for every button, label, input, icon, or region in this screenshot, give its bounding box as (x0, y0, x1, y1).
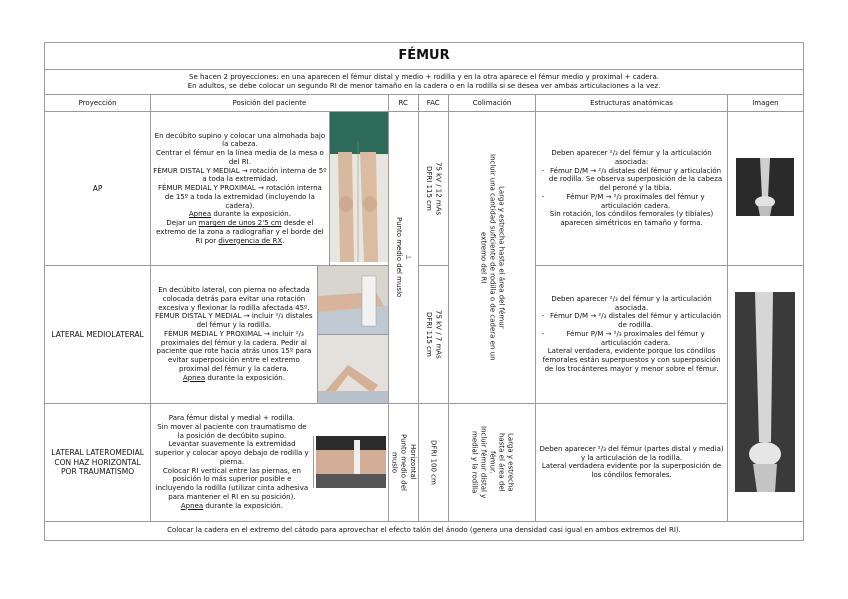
apnea-line (153, 502, 311, 511)
position-line: FÉMUR DISTAL Y MEDIAL → rotación interna de 5º a toda la extremidad. (153, 166, 327, 184)
structures-trauma (536, 403, 727, 521)
intro-line-2: En adultos, se debe colocar un segundo RI de menor tamaño en la cadera o en la rodilla si se desea ver ambas articulaciones a la vez. (187, 82, 661, 90)
fac-cell-trauma (418, 403, 448, 521)
position-cell-lateral (151, 265, 389, 403)
margin-line (153, 219, 327, 245)
header-structures: Estructuras anatómicas (536, 95, 727, 112)
structures-outro: Lateral verdadera, evidente porque los cóndilos femorales están superpuestos y con superposición de los trocánteres mayor y menor sobre el fémur. (542, 347, 721, 373)
position-line: Levantar suavemente la extremidad superior y colocar apoyo debajo de rodilla y pierna. (155, 440, 309, 466)
apnea-rest: durante la exposición. (203, 501, 283, 510)
structures-outro: Lateral verdadera evidente por la superposición de los cóndilos femorales. (541, 462, 722, 479)
margin-pre: Dejar un (166, 219, 199, 227)
position-line: En decúbito supino y colocar una almohada bajo la cabeza. (154, 131, 326, 149)
photo-lateral-patient (317, 266, 388, 403)
patient-trauma-photo (316, 436, 386, 488)
header-fac: FAC (418, 95, 448, 112)
fac-ap-text: 75 kV / 12 mAs DFRI 115 cm (425, 161, 443, 215)
structures-intro: Deben aparecer ²/₃ del fémur (partes distal y media) y la articulación de la rodilla. (539, 444, 724, 462)
apnea-word: Apnea (180, 501, 204, 510)
structures-outro: Sin rotación, los cóndilos femorales (y tibiales) aparecen simétricos en tamaño y forma. (549, 210, 714, 227)
list-item: - Fémur D/M → ²/₃ distales del fémur y articulación de rodilla. (546, 312, 724, 330)
projection-ap: AP (45, 112, 151, 266)
photo-ap-patient (329, 112, 388, 265)
photo-trauma-patient (313, 436, 388, 488)
position-cell-ap (151, 112, 389, 266)
structures-lateral (536, 265, 727, 403)
margin-mid: desde el extremo de la zona a radiografiar y el borde del RI por (156, 219, 324, 245)
position-line: FÉMUR DISTAL Y MEDIAL → incluir ²/₃ distales del fémur y la rodilla. (155, 312, 313, 330)
header-image: Imagen (727, 95, 803, 112)
apnea-word: Apnea (182, 373, 206, 382)
position-text-ap (151, 131, 329, 247)
header-collimation: Colimación (448, 95, 536, 112)
image-lateral (727, 265, 803, 521)
position-text-trauma (151, 413, 313, 511)
header-row (45, 95, 804, 112)
rc-trauma-text: Horizontal Punto medio del muslo (390, 433, 417, 491)
table-row-ap (45, 112, 804, 266)
femur-table (44, 42, 804, 541)
apnea-line (153, 210, 327, 219)
apnea-rest: durante la exposición. (211, 210, 291, 219)
collimation-trauma-text: Larga y estrecha hasta el área del fémur. Incluir fémur distal y medial y la rodilla (470, 426, 515, 499)
list-item: - Fémur D/M → ²/₃ distales del fémur y articulación de rodilla. Se observa superposición de la cabeza del peroné y la tibia. (546, 167, 724, 193)
structures-list (538, 167, 724, 211)
projection-lateral: LATERAL MEDIOLATERAL (45, 265, 151, 403)
margin-end: . (282, 236, 285, 245)
xray-ap-image (736, 158, 794, 216)
collimation-shared-text: Larga y estrecha hasta el área del fémur Incluir una cantidad suficiente de rodilla o de cadera en un extremo del RI (479, 154, 506, 361)
structures-intro: Deben aparecer ²/₃ del fémur y la articulación asociada. (551, 294, 712, 312)
margin-link2: divergencia de RX (218, 236, 283, 245)
apnea-rest: durante la exposición. (205, 373, 285, 382)
header-projection: Proyección (45, 95, 151, 112)
image-ap (727, 112, 803, 266)
apnea-word: Apnea (188, 210, 212, 219)
position-line: Centrar el fémur en la línea media de la mesa o del RI. (155, 149, 324, 166)
position-line: Sin mover al paciente con traumatismo de la posición de decúbito supino. (157, 422, 307, 440)
structures-intro: Deben aparecer ²/₃ del fémur y la articulación asociada: (551, 149, 712, 166)
footer-note: Colocar la cadera en el extremo del cátodo para aprovechar el efecto talón del ánodo (genera una densidad casi igual en ambos extremos del RI). (45, 521, 804, 540)
page-title: FÉMUR (45, 43, 804, 70)
apnea-line (153, 374, 315, 383)
position-line: Para fémur distal y medial + rodilla. (168, 414, 295, 423)
position-cell-trauma (151, 403, 389, 521)
header-position: Posición del paciente (151, 95, 389, 112)
structures-ap (536, 112, 727, 266)
list-item: - Fémur P/M → ²/₃ proximales del fémur y articulación cadera. (546, 193, 724, 211)
intro-note (45, 70, 804, 95)
fac-trauma-text: DFRI 100 cm (429, 439, 438, 485)
femur-sheet (44, 42, 804, 543)
intro-line-1: Se hacen 2 proyecciones: en una aparecen el fémur distal y medio + rodilla y en la otra aparece el fémur medio y proximal + cadera. (189, 72, 659, 81)
header-rc: RC (388, 95, 418, 112)
position-line: FÉMUR MEDIAL Y PROXIMAL → rotación interna de 15º a toda la extremidad (incluyendo la cadera). (158, 184, 322, 210)
table-row-lateral (45, 265, 804, 403)
fac-cell-ap (418, 112, 448, 266)
projection-trauma: LATERAL LATEROMEDIAL CON HAZ HORIZONTAL POR TRAUMATISMO (45, 403, 151, 521)
fac-cell-lateral (418, 265, 448, 403)
patient-lateral-photo-1 (318, 266, 388, 334)
margin-link: margen de unos 2'5 cm (198, 219, 282, 227)
position-line: FÉMUR MEDIAL Y PROXIMAL → incluir ²/₃ proximales del fémur y la cadera. Pedir al paciente que rote hacia atrás unos 15º para evitar superposición entre el extremo proximal del fémur y la cadera. (156, 329, 312, 373)
collimation-cell-shared (448, 112, 536, 404)
fac-lateral-text: 75 kV / 7 mAs DFRI 115 cm (425, 309, 443, 359)
rc-cell-trauma (388, 403, 418, 521)
rc-cell-shared (388, 112, 418, 404)
position-line: Colocar RI vertical entre las piernas, en posición lo más superior posible e incluyendo la rodilla (utilizar cinta adhesiva para mantener el RI en su posición). (155, 466, 309, 501)
list-item: - Fémur P/M → ²/₃ proximales del fémur y articulación cadera. (546, 330, 724, 348)
collimation-cell-trauma (448, 403, 536, 521)
position-text-lateral (151, 285, 317, 383)
xray-lateral-image (735, 292, 795, 492)
structures-list (538, 312, 724, 347)
rc-shared-text: ⊥ Punto medio del muslo (395, 217, 413, 298)
patient-lateral-photo-2 (318, 334, 388, 403)
patient-legs-photo (330, 112, 388, 262)
table-row-trauma (45, 403, 804, 521)
position-line: En decúbito lateral, con pierna no afectada colocada detrás para evitar una rotación excesiva y flexionar la rodilla afectada 45º. (158, 286, 310, 312)
